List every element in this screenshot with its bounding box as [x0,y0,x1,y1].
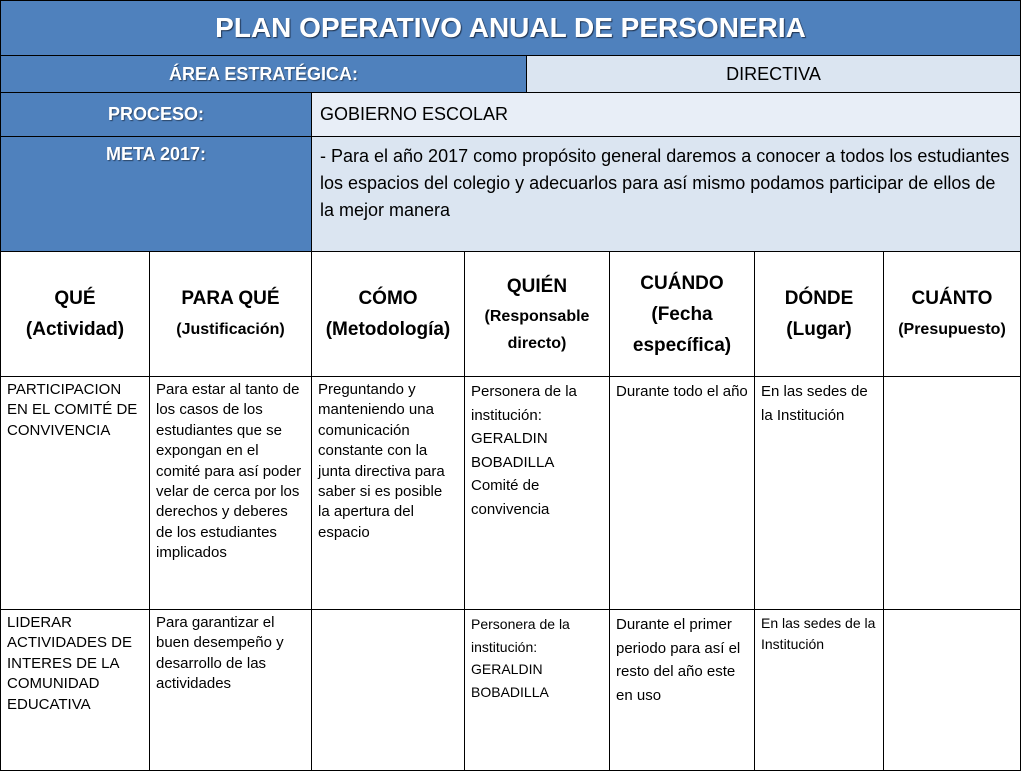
column-header-sub: (Justificación) [176,321,285,338]
column-header-sub: (Responsable directo) [484,308,590,352]
column-header-sub: (Lugar) [786,319,852,340]
column-header-donde [754,251,884,377]
column-header-sub: (Presupuesto) [898,321,1006,338]
column-header-para-que [149,251,312,377]
column-header-main: PARA QUÉ [181,288,280,309]
column-header-main: DÓNDE [784,288,854,309]
column-header-main: CUÁNTO [911,288,993,309]
row-2-quien: Personera de la institución: GERALDIN BOBADILLA [464,609,610,771]
meta-label: META 2017: [0,136,312,252]
row-1-como: Preguntando y manteniendo una comunicación constante con la junta directiva para saber si es posible la apertura del espacio [311,376,465,610]
column-header-que [0,251,150,377]
row-1-donde: En las sedes de la Institución [754,376,884,610]
area-value: DIRECTIVA [526,55,1021,93]
row-2-donde: En las sedes de la Institución [754,609,884,771]
row-2-para-que: Para garantizar el buen desempeño y desarrollo de las actividades [149,609,312,771]
column-header-quien [464,251,610,377]
area-label: ÁREA ESTRATÉGICA: [0,55,527,93]
row-1-quien: Personera de la institución: GERALDIN BOBADILLA Comité de convivencia [464,376,610,610]
column-header-cuando [609,251,755,377]
column-header-main: CUÁNDO [640,272,724,294]
meta-value: - Para el año 2017 como propósito general daremos a conocer a todos los estudiantes los espacios del colegio y adecuarlos para así mismo podamos participar de ellos de la mejor manera [311,136,1021,252]
page-title: PLAN OPERATIVO ANUAL DE PERSONERIA [0,0,1021,56]
column-header-cuanto [883,251,1021,377]
column-header-main: QUÉ [54,288,96,309]
row-1-para-que: Para estar al tanto de los casos de los estudiantes que se expongan en el comité para así poder velar de cerca por los derechos y deberes de los estudiantes implicados [149,376,312,610]
column-header-main: QUIÉN [506,276,568,297]
row-2-cuando: Durante el primer periodo para así el resto del año este en uso [609,609,755,771]
column-header-sub: (Fecha específica) [632,303,732,356]
row-1-que: PARTICIPACION EN EL COMITÉ DE CONVIVENCIA [0,376,150,610]
column-header-main: CÓMO [358,288,418,309]
row-1-cuando: Durante todo el año [609,376,755,610]
row-2-que: LIDERAR ACTIVIDADES DE INTERES DE LA COMUNIDAD EDUCATIVA [0,609,150,771]
row-1-cuanto [883,376,1021,610]
proceso-label: PROCESO: [0,92,312,137]
row-2-como [311,609,465,771]
proceso-value: GOBIERNO ESCOLAR [311,92,1021,137]
column-header-como [311,251,465,377]
row-2-cuanto [883,609,1021,771]
column-header-sub: (Actividad) [25,319,125,340]
column-header-sub: (Metodología) [325,319,451,340]
